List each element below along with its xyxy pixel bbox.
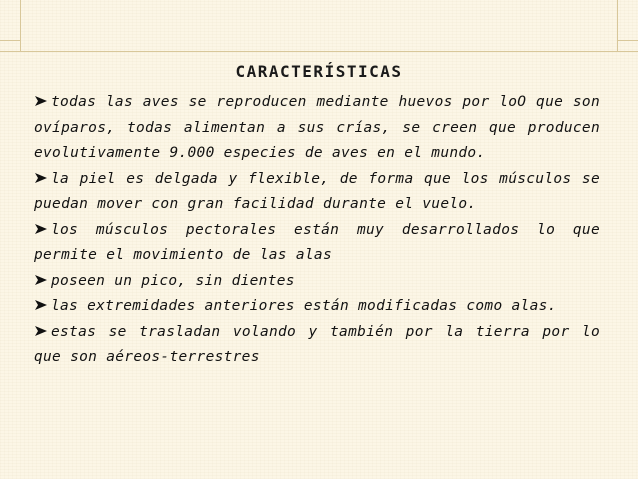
list-item bbox=[34, 320, 600, 371]
arrow-bullet-icon bbox=[34, 325, 48, 337]
bullet-text: la piel es delgada y flexible, de forma que los músculos se puedan mover con gran facilidad durante el vuelo. bbox=[34, 170, 600, 212]
bullet-text: estas se trasladan volando y también por la tierra por lo que son aéreos-terrestres bbox=[34, 323, 600, 365]
bullet-list bbox=[34, 90, 600, 371]
arrow-bullet-icon bbox=[34, 223, 48, 235]
frame-corner-left bbox=[0, 40, 20, 41]
arrow-bullet-icon bbox=[34, 172, 48, 184]
frame-corner-right bbox=[618, 40, 638, 41]
bullet-text: los músculos pectorales están muy desarrollados lo que permite el movimiento de las alas bbox=[34, 221, 600, 263]
list-item bbox=[34, 90, 600, 167]
list-item bbox=[34, 218, 600, 269]
slide-title: CARACTERÍSTICAS bbox=[235, 62, 403, 81]
list-item bbox=[34, 294, 600, 320]
header-band bbox=[0, 0, 638, 52]
arrow-bullet-icon bbox=[34, 95, 48, 107]
list-item bbox=[34, 269, 600, 295]
frame-line-right bbox=[617, 0, 618, 52]
frame-line-left bbox=[20, 0, 21, 52]
bullet-text: las extremidades anteriores están modificadas como alas. bbox=[51, 298, 557, 314]
arrow-bullet-icon bbox=[34, 299, 48, 311]
bullet-text: todas las aves se reproducen mediante huevos por loO que son ovíparos, todas alimentan a sus crías, se creen que producen evolutivamente 9.000 especies de aves en el mundo. bbox=[34, 94, 600, 161]
list-item bbox=[34, 167, 600, 218]
bullet-text: poseen un pico, sin dientes bbox=[51, 272, 295, 289]
arrow-bullet-icon bbox=[34, 274, 48, 286]
